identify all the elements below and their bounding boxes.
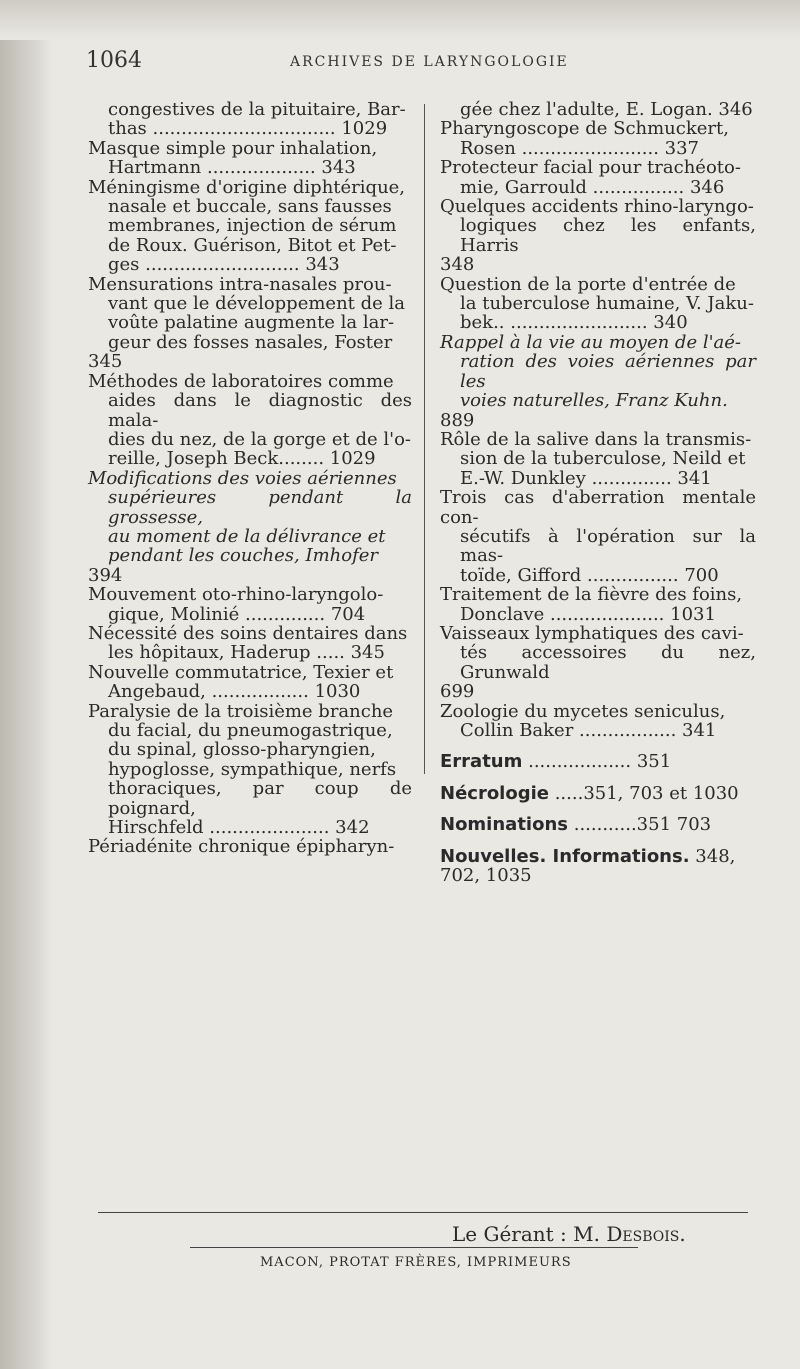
page-top-shadow (0, 0, 800, 40)
entry-line: du facial, du pneumogastrique, (108, 720, 393, 741)
leader-dots: ........... (568, 814, 637, 836)
entry-line: Masque simple pour inhalation, (88, 137, 378, 159)
entry-line: Méthodes de laboratoires comme (88, 370, 394, 392)
entry-line: Mouvement oto-rhino-laryngolo- (88, 584, 384, 606)
printer-imprint: MACON, PROTAT FRÈRES, IMPRIMEURS (260, 1255, 572, 1270)
index-column-left (88, 100, 412, 857)
index-entry (88, 139, 412, 178)
entry-page-ref: 889 (440, 409, 475, 431)
column-divider (424, 104, 425, 774)
index-entry (440, 158, 756, 197)
entry-line: toïde, Gifford ................ 700 (460, 564, 719, 586)
page-number: 1064 (86, 48, 142, 73)
entry-line: Nouvelle commutatrice, Texier et (88, 661, 394, 683)
index-entry (440, 197, 756, 275)
entry-line: Rappel à la vie au moyen de l'aé- (440, 331, 741, 353)
entry-line: supérieures pendant la grossesse, (108, 487, 412, 528)
index-entry (88, 663, 412, 702)
entry-page-ref: 345 (88, 351, 123, 373)
entry-line: de Roux. Guérison, Bitot et Pet- (108, 234, 397, 256)
entry-page-ref: 348 (440, 254, 475, 276)
index-entry (440, 624, 756, 702)
section-label: Nouvelles. Informations. (440, 845, 690, 867)
entry-line: gée chez l'adulte, E. Logan. 346 (460, 99, 753, 120)
entry-page-ref: 351, 703 et 1030 (583, 782, 739, 804)
entry-line: thoraciques, par coup de poignard, (108, 778, 412, 819)
entry-page-ref: 351 703 (636, 814, 712, 836)
index-entry (440, 430, 756, 488)
entry-line: Quelques accidents rhino-laryngo- (440, 196, 754, 218)
entry-line: Modifications des voies aériennes (88, 467, 397, 489)
index-entry (88, 702, 412, 838)
index-entry (88, 178, 412, 275)
entry-line: Nécessité des soins dentaires dans (88, 622, 408, 644)
entry-line: thas ................................ 1029 (108, 118, 388, 140)
index-entry (440, 585, 756, 624)
page-edge-shadow (0, 0, 52, 1369)
entry-line: sécutifs à l'opération sur la mas- (460, 525, 756, 567)
gerant-line (452, 1222, 686, 1246)
entry-page-ref: 348, (695, 845, 736, 867)
index-column-right (440, 100, 756, 885)
index-entry (440, 119, 756, 158)
entry-line: Zoologie du mycetes seniculus, (440, 700, 726, 722)
entry-line: tés accessoires du nez, Grunwald (460, 642, 756, 683)
index-entry (88, 372, 412, 469)
entry-line: bek.. ........................ 340 (460, 312, 688, 334)
erratum-entry (440, 752, 756, 771)
index-entry (440, 333, 756, 430)
entry-line: Hirschfeld ..................... 342 (108, 817, 370, 839)
entry-line: nasale et buccale, sans fausses (108, 196, 392, 218)
index-entry (440, 488, 756, 585)
entry-line: Mensurations intra-nasales prou- (88, 273, 392, 295)
entry-line: Collin Baker ................. 341 (460, 720, 717, 741)
entry-page-ref: 351 (636, 751, 672, 773)
entry-line: vant que le développement de la (108, 293, 406, 315)
entry-line: Périadénite chronique épipharyn- (88, 836, 395, 858)
entry-line: reille, Joseph Beck........ 1029 (108, 448, 376, 470)
entry-line: Pharyngoscope de Schmuckert, (440, 118, 729, 140)
entry-line: Question de la porte d'entrée de (440, 273, 736, 295)
entry-line: au moment de la délivrance et (108, 525, 386, 547)
index-entry (88, 837, 412, 856)
entry-line: ges ........................... 343 (108, 254, 340, 276)
entry-page-ref: 699 (440, 681, 475, 703)
entry-line: Vaisseaux lymphatiques des cavi- (440, 622, 744, 644)
entry-line: Traitement de la fièvre des foins, (440, 584, 743, 606)
entry-line: Donclave .................... 1031 (460, 603, 716, 625)
footer-rule (98, 1212, 748, 1213)
nominations-entry (440, 815, 756, 834)
entry-line: aides dans le diagnostic des mala- (108, 390, 412, 431)
footer-rule (190, 1247, 638, 1248)
entry-line: du spinal, glosso-pharyngien, (108, 739, 376, 761)
entry-line: Rosen ........................ 337 (460, 137, 699, 159)
entry-page-ref: 394 (88, 564, 123, 586)
entry-line: mie, Garrould ................ 346 (460, 176, 725, 198)
entry-line: Hartmann ................... 343 (108, 157, 356, 179)
index-entry (88, 275, 412, 372)
entry-line: voûte palatine augmente la lar- (108, 312, 395, 334)
index-entry (88, 469, 412, 585)
entry-line: E.-W. Dunkley .............. 341 (460, 467, 712, 489)
nouvelles-entry (440, 847, 756, 886)
entry-line: pendant les couches, Imhofer (108, 545, 378, 567)
running-title: ARCHIVES DE LARYNGOLOGIE (290, 54, 569, 70)
section-label: Nominations (440, 814, 568, 836)
index-entry (440, 702, 756, 741)
index-entry (88, 585, 412, 624)
entry-line: Rôle de la salive dans la transmis- (440, 428, 752, 450)
entry-line: voies naturelles, Franz Kuhn. (460, 390, 728, 412)
section-label: Nécrologie (440, 782, 549, 804)
page-header (0, 46, 800, 76)
necrologie-entry (440, 784, 756, 803)
entry-line: membranes, injection de sérum (108, 215, 397, 237)
index-entry (88, 624, 412, 663)
entry-line: Trois cas d'aberration mentale con- (440, 487, 756, 528)
entry-line: sion de la tuberculose, Neild et (460, 448, 746, 470)
entry-line: congestives de la pituitaire, Bar- (108, 99, 406, 120)
gerant-prefix: Le Gérant : M. (452, 1222, 607, 1246)
leader-dots: ..... (548, 782, 584, 804)
entry-line: geur des fosses nasales, Foster (108, 331, 393, 353)
entry-line: les hôpitaux, Haderup ..... 345 (108, 642, 385, 664)
entry-line: gique, Molinié .............. 704 (108, 603, 366, 625)
entry-line: Méningisme d'origine diphtérique, (88, 176, 406, 198)
section-label: Erratum (440, 751, 523, 773)
entry-line: dies du nez, de la gorge et de l'o- (108, 428, 411, 450)
index-entry (88, 100, 412, 139)
entry-line: Paralysie de la troisième branche (88, 700, 394, 722)
index-entry (440, 275, 756, 333)
entry-line: Angebaud, ................. 1030 (108, 681, 361, 703)
entry-line: la tuberculose humaine, V. Jaku- (460, 293, 754, 315)
entry-page-ref: 702, 1035 (440, 865, 532, 887)
index-entry (440, 100, 756, 119)
entry-line: hypoglosse, sympathique, nerfs (108, 758, 397, 780)
leader-dots: .................. (522, 751, 637, 773)
entry-line: logiques chez les enfants, Harris (460, 215, 756, 256)
entry-line: ration des voies aériennes par les (460, 351, 756, 392)
entry-line: Protecteur facial pour trachéoto- (440, 157, 741, 179)
gerant-name: Desbois. (606, 1222, 686, 1246)
